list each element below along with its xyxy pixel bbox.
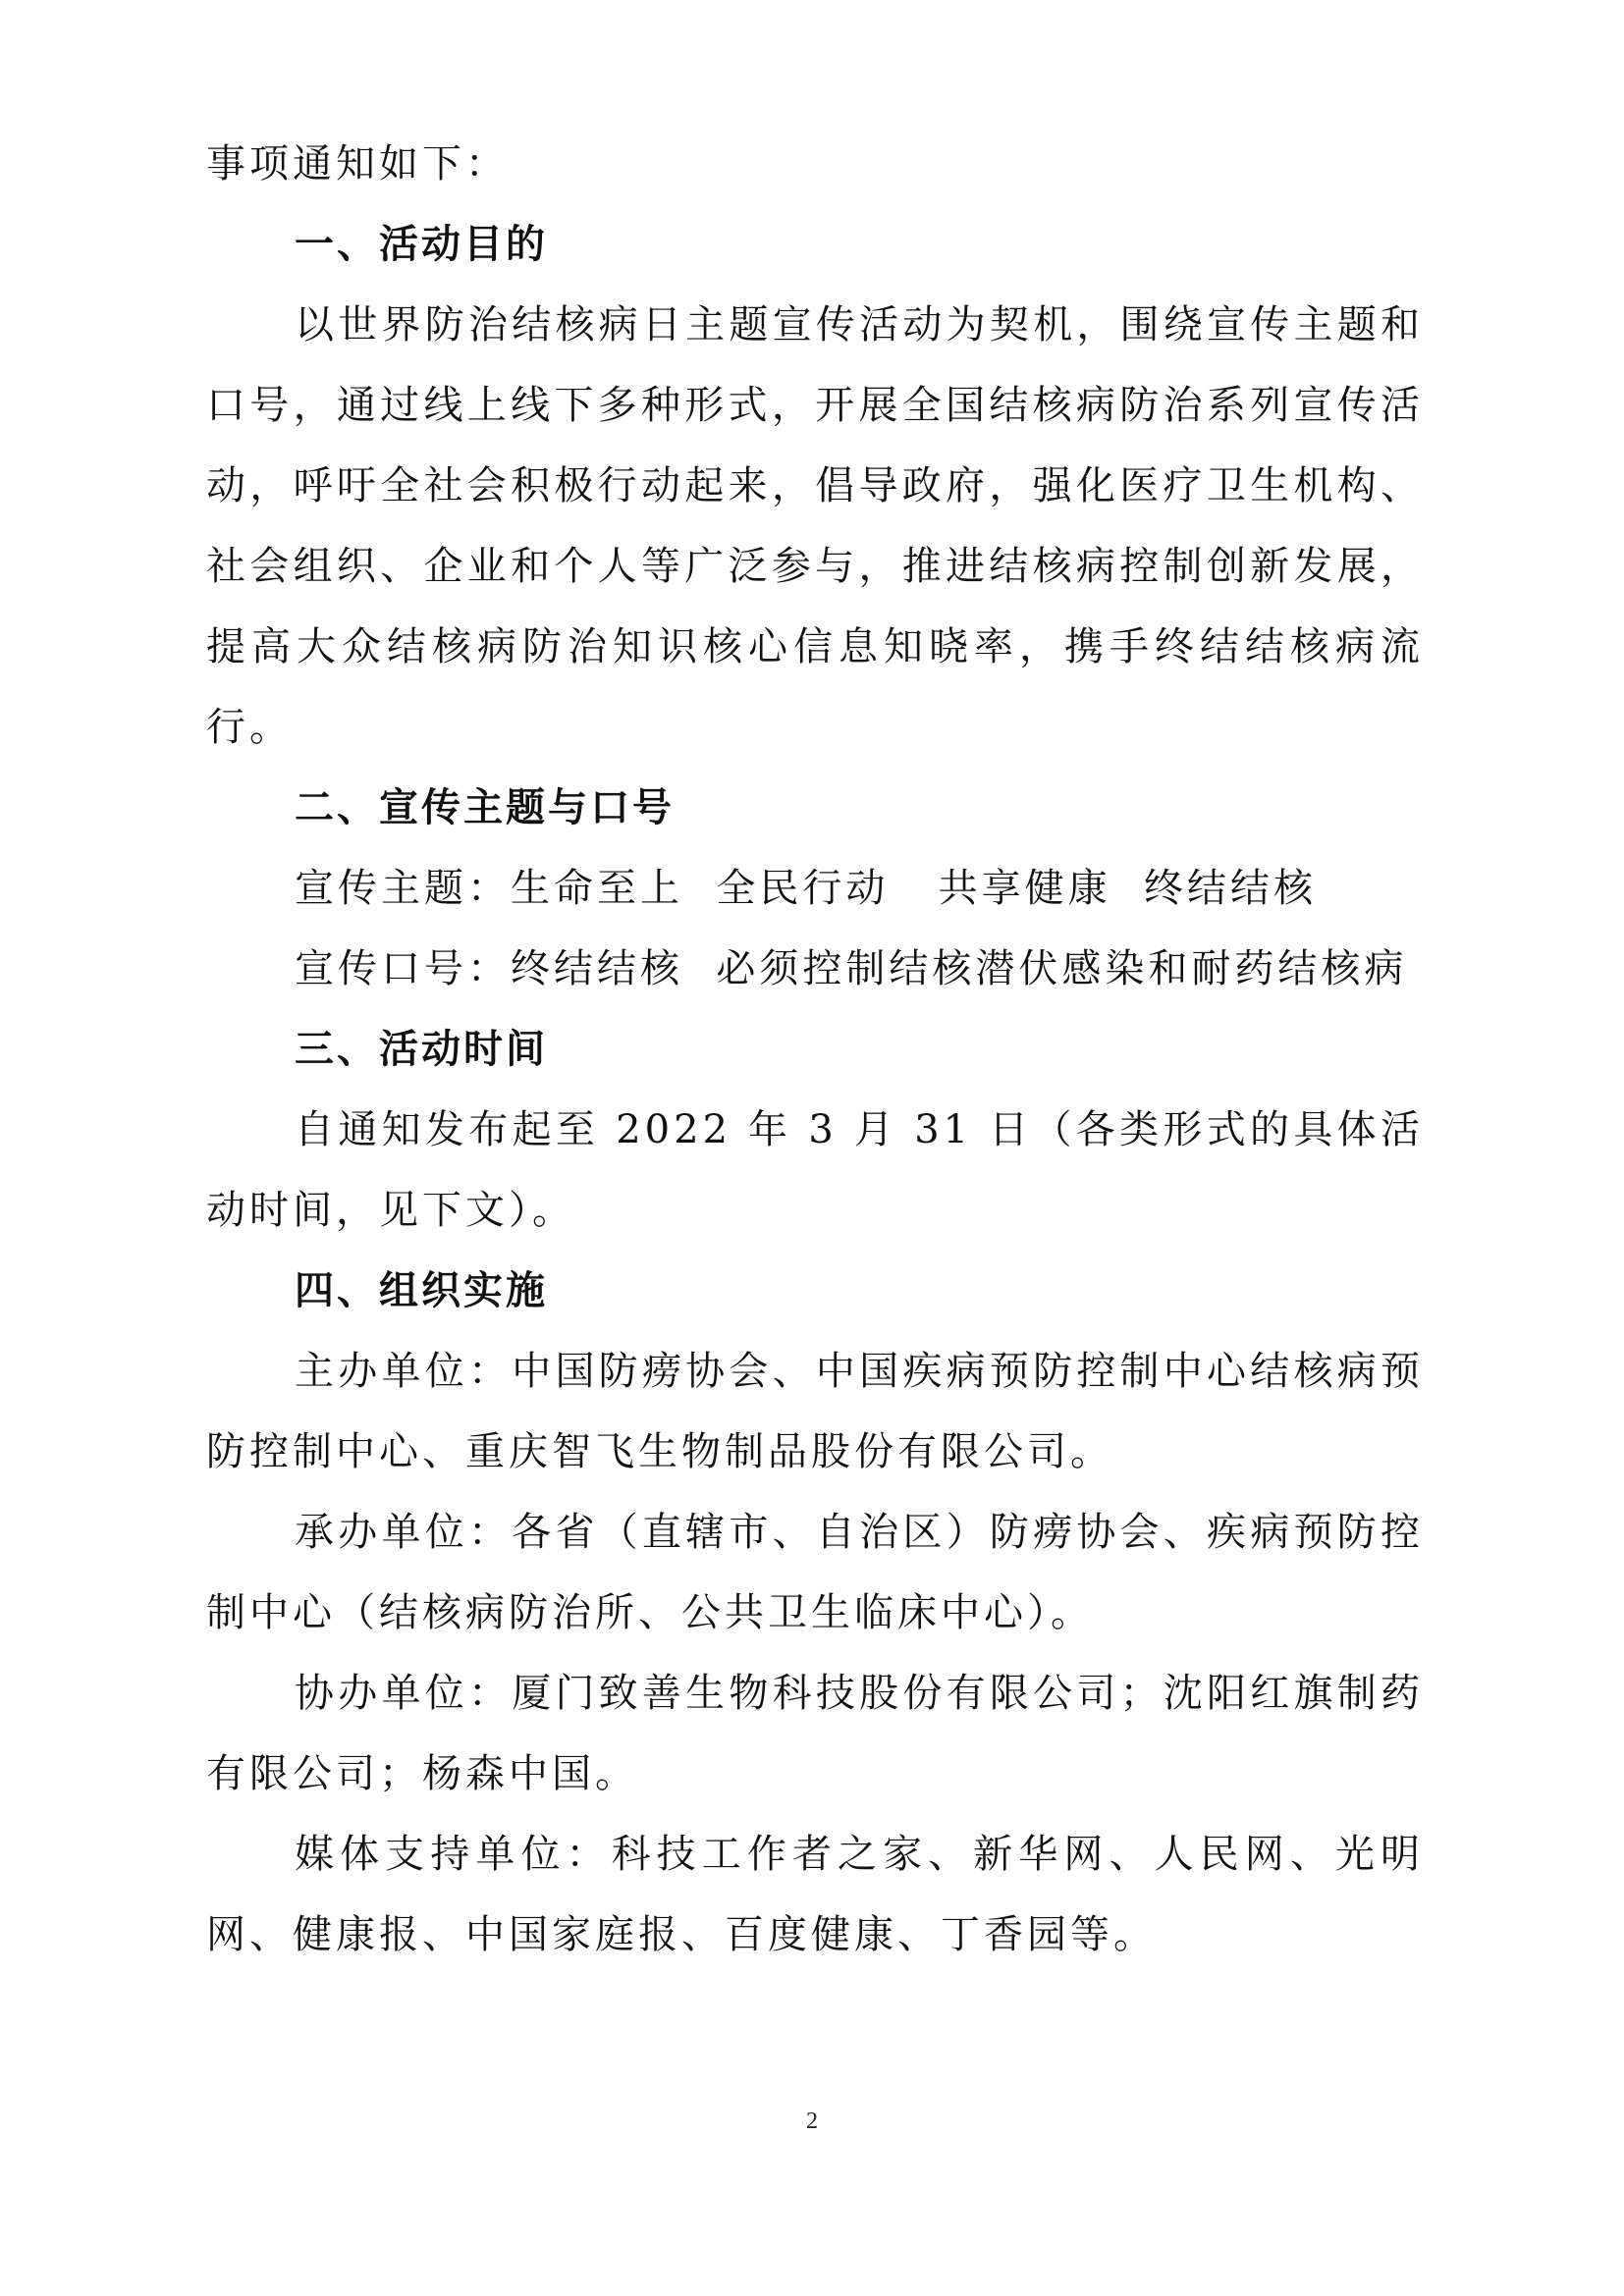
co-organizer-paragraph: 协办单位：厦门致善生物科技股份有限公司；沈阳红旗制药有限公司；杨森中国。 [206,1671,1424,1796]
section-heading-organization: 四、组织实施 [295,1268,548,1313]
page-number: 2 [806,2109,818,2134]
organizer-paragraph: 承办单位：各省（直辖市、自治区）防痨协会、疾病预防控制中心（结核病防治所、公共卫生临床中心）。 [206,1510,1424,1635]
sponsor-paragraph: 主办单位：中国防痨协会、中国疾病预防控制中心结核病预防控制中心、重庆智飞生物制品股份有限公司。 [206,1349,1424,1474]
time-paragraph: 自通知发布起至 2022 年 3 月 31 日（各类形式的具体活动时间，见下文）。 [206,1107,1424,1233]
purpose-paragraph: 以世界防治结核病日主题宣传活动为契机，围绕宣传主题和口号，通过线上线下多种形式，开展全国结核病防治系列宣传活动，呼吁全社会积极行动起来，倡导政府，强化医疗卫生机构、社会组织、企业和个人等广泛参与，推进结核病控制创新发展，提高大众结核病防治知识核心信息知晓率，携手终结结核病流行。 [206,302,1424,750]
slogan-line: 宣传口号：终结结核 必须控制结核潜伏感染和耐药结核病 [295,946,1408,991]
section-heading-theme-slogan: 二、宣传主题与口号 [295,785,675,830]
section-heading-purpose: 一、活动目的 [295,222,548,267]
media-paragraph: 媒体支持单位：科技工作者之家、新华网、人民网、光明网、健康报、中国家庭报、百度健康、丁香园等。 [206,1832,1424,1957]
document-body [206,124,1424,1975]
theme-line: 宣传主题：生命至上 全民行动 共享健康 终结结核 [295,866,1318,911]
intro-line: 事项通知如下： [206,141,509,187]
section-heading-time: 三、活动时间 [295,1027,548,1072]
